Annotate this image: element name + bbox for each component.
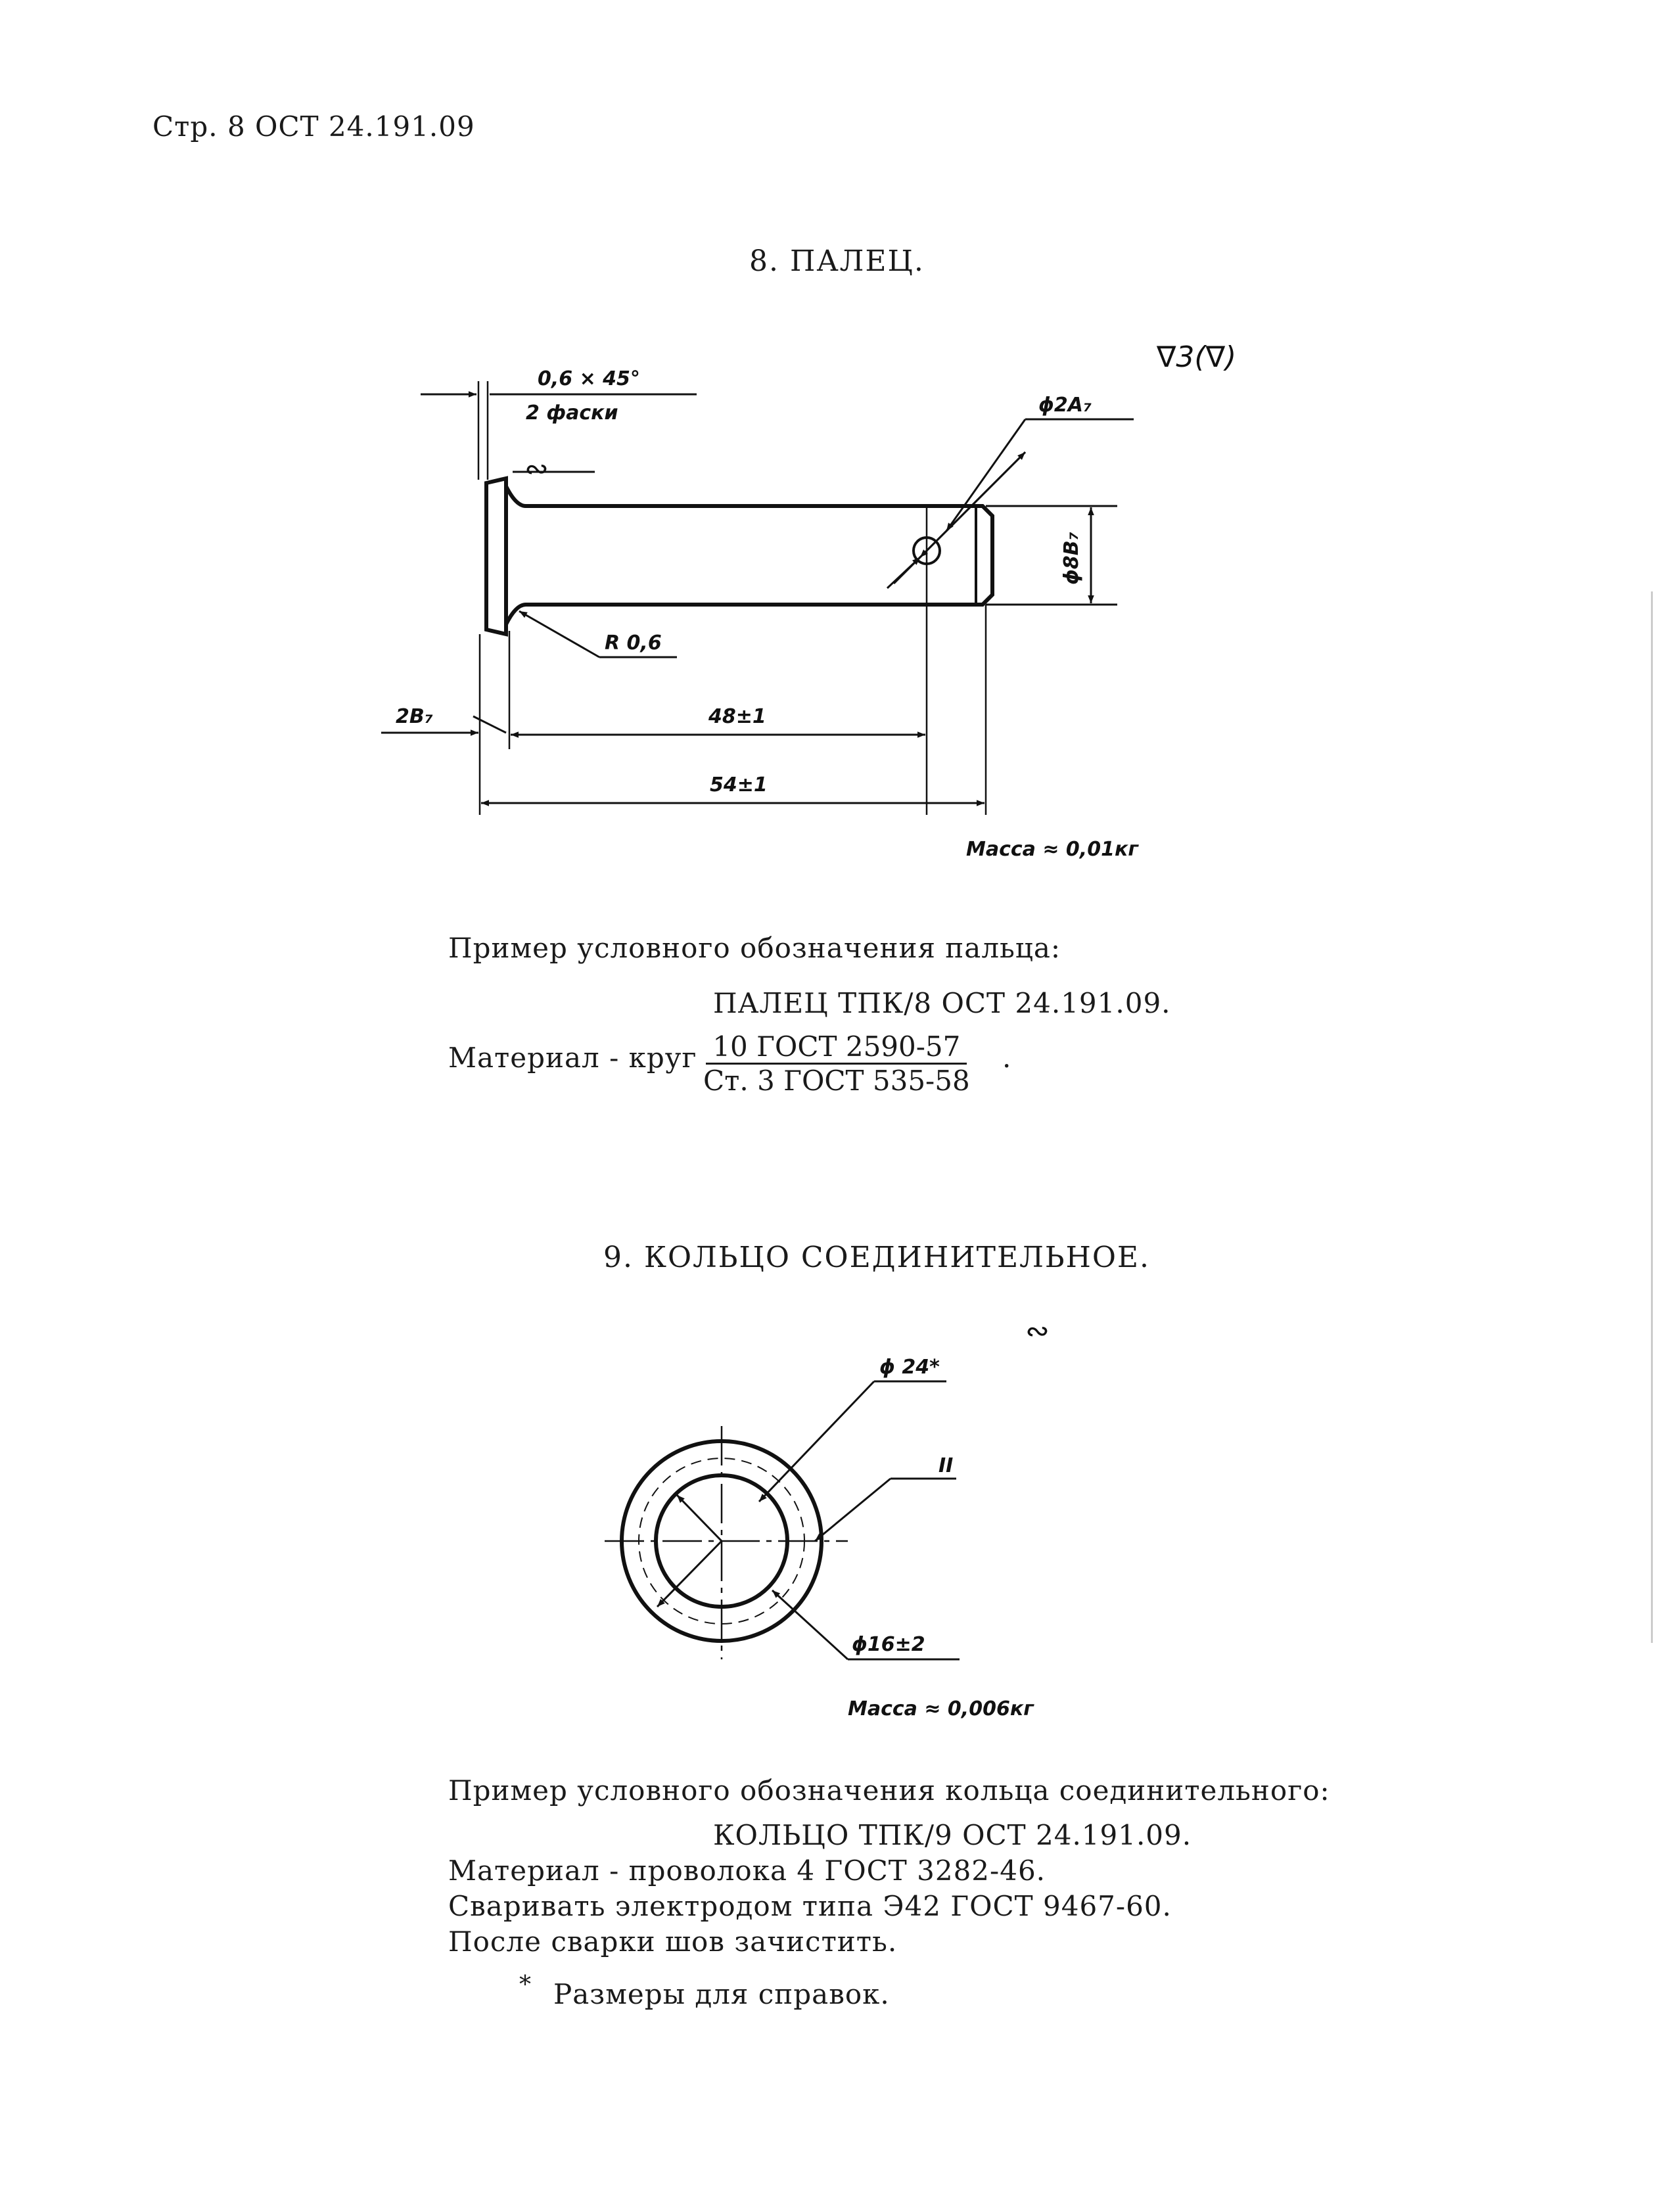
pin-material-numerator: 10 ГОСТ 2590-57 — [706, 1030, 967, 1065]
pin-len-hole-label: 48±1 — [708, 705, 766, 728]
ring-cleanup-line: После сварки шов зачистить. — [448, 1925, 898, 1958]
pin-drawing — [381, 340, 1236, 861]
pin-shaft — [506, 486, 992, 624]
pin-chamfer-note: 2 фаски — [526, 402, 618, 425]
pin-mass: Масса ≈ 0,01кг — [966, 838, 1138, 861]
ring-welding-line: Сваривать электродом типа Э42 ГОСТ 9467-60. — [448, 1890, 1172, 1922]
pin-roughness-mark: ∇3(∇) — [1157, 340, 1237, 374]
ring-drawing — [605, 1314, 1050, 1720]
pin-material-label: Материал - круг — [448, 1042, 697, 1074]
page-reference: Стр. 8 ОСТ 24.191.09 — [152, 110, 475, 143]
pin-designation: ПАЛЕЦ ТПК/8 ОСТ 24.191.09. — [713, 987, 1171, 1019]
ring-mass: Масса ≈ 0,006кг — [848, 1697, 1034, 1720]
section-8-title: 8. ПАЛЕЦ. — [749, 244, 925, 278]
pin-example-label: Пример условного обозначения пальца: — [448, 932, 1061, 964]
ring-weld-label: II — [938, 1454, 954, 1477]
pin-radius-label: R 0,6 — [605, 632, 662, 655]
pin-material-denominator: Ст. 3 ГОСТ 535-58 — [703, 1065, 970, 1097]
section-9-title: 9. КОЛЬЦО СОЕДИНИТЕЛЬНОЕ. — [603, 1241, 1151, 1274]
ring-roughness-mark: ∾ — [1025, 1314, 1050, 1348]
pin-tilde-mark: ∾ — [524, 452, 549, 486]
pin-head-label: 2B₇ — [396, 705, 433, 728]
pin-len-total-label: 54±1 — [710, 773, 768, 796]
pin-material-fraction — [703, 1030, 970, 1097]
pin-material-end: . — [1002, 1042, 1012, 1074]
footnote-mark: * — [519, 1971, 532, 1998]
pin-chamfer-label: 0,6 × 45° — [538, 367, 640, 390]
pin-diameter-label: ϕ8B₇ — [1060, 532, 1083, 585]
ring-outer-label: ϕ 24* — [879, 1356, 940, 1379]
pin-hole-label: ϕ2A₇ — [1038, 394, 1092, 417]
ring-designation: КОЛЬЦО ТПК/9 ОСТ 24.191.09. — [713, 1819, 1192, 1851]
ring-example-label: Пример условного обозначения кольца соединительного: — [448, 1774, 1330, 1807]
scan-edge-line — [1651, 591, 1653, 1643]
ring-material-line: Материал - проволока 4 ГОСТ 3282-46. — [448, 1855, 1046, 1887]
pin-head — [486, 478, 506, 634]
footnote-text: Размеры для справок. — [553, 1978, 890, 2010]
ring-inner-label: ϕ16±2 — [852, 1633, 925, 1656]
